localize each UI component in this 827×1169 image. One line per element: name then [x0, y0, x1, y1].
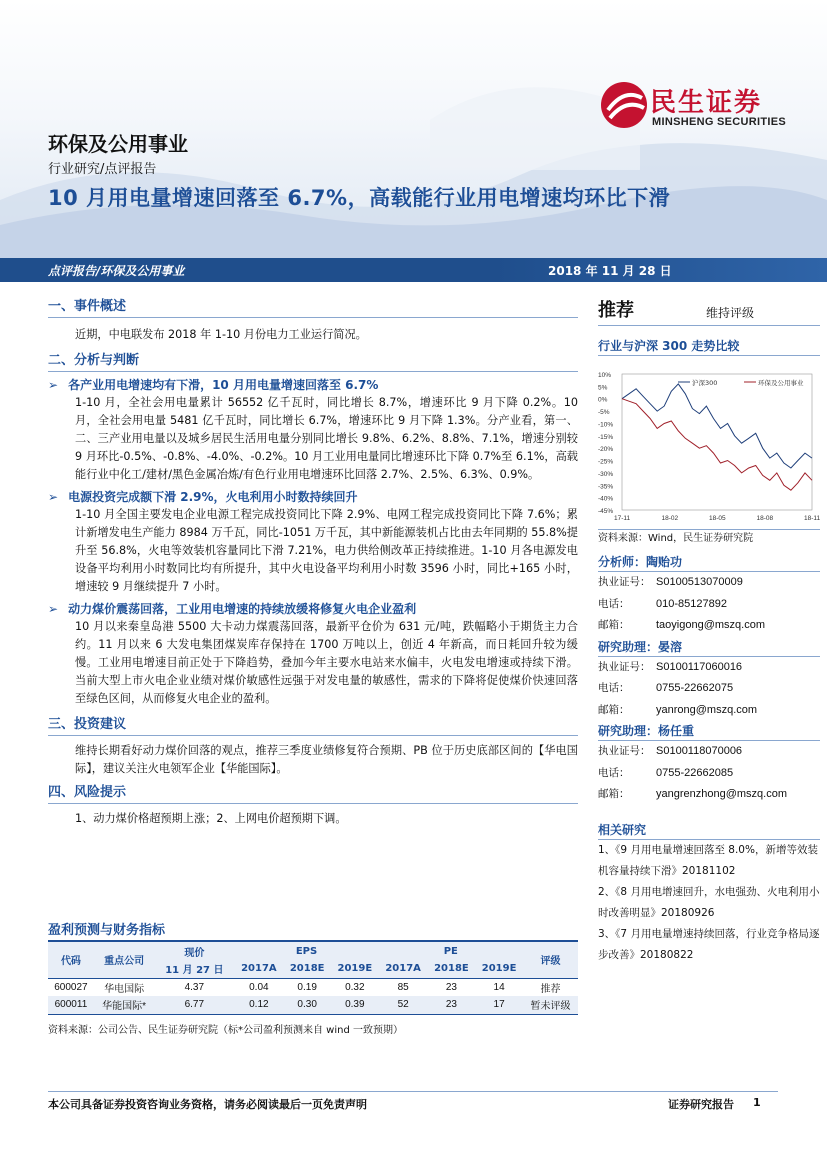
assistant1-contact	[598, 657, 820, 722]
th-code: 代码	[48, 942, 94, 978]
contact-value: 0755-22662085	[656, 766, 734, 779]
footer-page-number: 1	[753, 1096, 761, 1109]
y-tick-label: 5%	[598, 384, 608, 392]
bullet-title-1	[48, 376, 578, 394]
th-pe: PE	[379, 942, 523, 960]
th-eps: EPS	[234, 942, 378, 960]
assistant2-title: 研究助理：杨任重	[598, 721, 820, 741]
th-date: 11 月 27 日	[154, 960, 234, 978]
x-tick-label: 18-02	[661, 515, 679, 522]
y-tick-label: -30%	[598, 470, 614, 478]
th-year: 2018E	[428, 960, 476, 978]
y-tick-label: -35%	[598, 483, 614, 491]
contact-label: 电话：	[598, 766, 630, 779]
th-year: 2019E	[475, 960, 523, 978]
chart-axes	[598, 372, 820, 522]
bullet-title-3-text: 动力煤价震荡回落，工业用电增速的持续放缓将修复火电企业盈利	[68, 602, 417, 616]
assistant1-title: 研究助理：晏溶	[598, 637, 820, 657]
contact-row	[598, 741, 820, 763]
related-item[interactable]: 2、《8 月用电增速回升，水电强劲、火电利用小时改善明显》20180926	[598, 885, 820, 919]
rating-box	[598, 296, 820, 326]
contact-value: S0100117060016	[656, 660, 743, 673]
subbar	[0, 258, 827, 282]
contact-row	[598, 594, 820, 616]
bullet-title-3	[48, 600, 578, 618]
bullet-title-1-text: 各产业用电增速均有下滑，10 月用电量增速回落至 6.7%	[68, 378, 379, 392]
y-tick-label: -40%	[598, 495, 614, 503]
y-tick-label: 10%	[598, 372, 612, 379]
main-content	[48, 296, 578, 828]
analyst-title: 分析师：陶贻功	[598, 552, 820, 572]
contact-label: 电话：	[598, 682, 630, 694]
report-type: 行业研究/点评报告	[48, 162, 157, 177]
contact-row	[598, 572, 820, 594]
cell-pe19: 14	[493, 981, 505, 993]
related-item[interactable]: 3、《7 月用电量增速持续回落，行业竞争格局逐步改善》20180822	[598, 927, 820, 961]
series-line-1	[622, 399, 812, 491]
contact-value[interactable]: yangrenzhong@mszq.com	[656, 788, 788, 800]
y-tick-label: 0%	[598, 396, 608, 404]
logo-text-cn: 民生证券	[650, 88, 763, 118]
th-year: 2017A	[234, 960, 283, 978]
cell-pe19: 17	[493, 999, 505, 1011]
contact-label: 执业证号：	[598, 660, 651, 673]
cell-eps17: 0.04	[249, 981, 269, 993]
event-text: 近期，中电联发布 2018 年 1-10 月份电力工业运行简况。	[75, 328, 367, 341]
subbar-date: 2018 年 11 月 28 日	[548, 264, 672, 278]
cell-eps17: 0.12	[249, 999, 269, 1011]
bullet-title-2	[48, 488, 578, 506]
table-source: 资料来源：公司公告、民生证券研究院（标*公司盈利预测来自 wind 一致预期）	[48, 1024, 403, 1036]
contact-value[interactable]: yanrong@mszq.com	[656, 703, 758, 716]
x-tick-label: 17-11	[614, 515, 631, 522]
chart-title: 行业与沪深 300 走势比较	[598, 336, 820, 356]
contact-label: 执业证号：	[598, 745, 651, 757]
contact-label: 电话：	[598, 597, 630, 610]
cell-name: 华能国际*	[102, 1001, 147, 1013]
cell-eps19: 0.32	[345, 981, 365, 993]
contact-value: 0755-22662075	[656, 682, 734, 694]
y-tick-label: -15%	[598, 433, 614, 441]
bullet-text-2: 1-10 月全国主要发电企业电源工程完成投资同比下降 2.9%、电网工程完成投资同比下降 7.6%；累计新增发电生产能力 8984 万千瓦，同比-1051 万千瓦，其中新能源装机占比由去年同期的 55.8%提升至 56.8%，火电等效装机容量同比下滑 7.21%，电力供给侧改革正持续推进。1-10 月各电源发电设备平均利用小时数同比均有所提升，其中火电设备平均利用小时数 3596 小时，同比+165 小时，增速较 9 月继续提升 7 小时。	[75, 508, 578, 593]
related-item[interactable]: 1、《9 月用电量增速回落至 8.0%，新增等效装机容量持续下滑》20181102	[598, 843, 818, 877]
contact-value: 010-85127892	[656, 597, 727, 610]
legend-label: 沪深300	[692, 379, 718, 387]
rating-value: 推荐	[598, 300, 634, 321]
contact-row	[598, 678, 820, 700]
related-title: 相关研究	[598, 820, 820, 840]
cell-name: 华电国际	[104, 983, 145, 995]
arrow-icon: ➢	[48, 378, 59, 392]
bullet-text-1: 1-10 月，全社会用电量累计 56552 亿千瓦时，同比增长 8.7%，增速环比 9 月下降 0.2%。10 月，全社会用电量 5481 亿千瓦时，同比增长 6.7%，增速环比 9 月下降 1.3%。分产业看，第一、二、三产业用电量以及城乡居民生活用电量分别同比增长 9.8%、6.2%、8.8%、7.1%，增速分别较 9 月环比-0.5%、-0.8%、-4.0%、-0.2%。10 月工业用电量同比增速环比下降 0.7%至 6.1%，高载能行业中化工/建材/黑色金属冶炼/有色行业用电增速环比回落 2.7%、2.5%、6.3%、0.9%。	[75, 396, 578, 481]
th-year: 2017A	[379, 960, 428, 978]
contact-value: S0100118070006	[656, 745, 743, 757]
cell-price: 6.77	[184, 999, 205, 1011]
x-tick-label: 18-08	[756, 515, 774, 522]
analyst-contact	[598, 572, 820, 637]
table-row	[48, 996, 578, 1014]
main-headline: 10 月用电量增速回落至 6.7%，高载能行业用电增速均环比下滑	[48, 186, 671, 210]
cell-pe18: 23	[445, 981, 457, 993]
rating-sub: 维持评级	[706, 306, 755, 320]
chart-legend	[678, 378, 804, 387]
cell-price: 4.37	[184, 981, 205, 993]
risk-text: 1、动力煤价格超预期上涨；2、上网电价超预期下调。	[75, 812, 347, 825]
cell-code: 600011	[54, 999, 88, 1011]
logo-text-en: MINSHENG SECURITIES	[652, 116, 787, 128]
y-tick-label: -10%	[598, 421, 614, 429]
forecast-table-section	[48, 920, 578, 1036]
contact-label: 邮箱：	[598, 703, 630, 716]
contact-row	[598, 784, 820, 806]
contact-value: S0100513070009	[656, 576, 743, 588]
x-tick-label: 18-05	[709, 515, 726, 522]
chart-frame	[622, 374, 812, 510]
legend-label: 环保及公用事业	[758, 379, 804, 387]
cell-rating: 推荐	[540, 983, 561, 995]
subbar-category: 点评报告/环保及公用事业	[48, 264, 185, 278]
trend-chart	[598, 362, 820, 527]
bullet-text-3: 10 月以来秦皇岛港 5500 大卡动力煤震荡回落，最新平仓价为 631 元/吨，跌幅略小于期货主力合约。11 月以来 6 大发电集团煤炭库存保持在 1700 万吨以上，创近 4 年新高，而日耗回升较为缓慢。工业用电增速目前正处于下降趋势，叠加今年主要水电站来水偏丰，火电发电增速或持续下滑。当前大型上市火电企业业绩对煤价敏感性远强于对发电量的敏感性，需求的下降将促使煤价快速回落至绿色区间，从而修复火电企业的盈利。	[75, 620, 578, 705]
y-tick-label: -25%	[598, 458, 614, 466]
contact-row	[598, 700, 820, 722]
contact-label: 邮箱：	[598, 788, 630, 800]
cell-pe17: 52	[397, 999, 409, 1011]
th-rating: 评级	[523, 942, 578, 978]
cell-pe18: 23	[445, 999, 457, 1011]
cell-eps19: 0.39	[345, 999, 365, 1011]
cell-rating: 暂未评级	[530, 1001, 571, 1013]
th-company: 重点公司	[94, 942, 154, 978]
contact-row	[598, 763, 820, 785]
table-row	[48, 978, 578, 996]
section-title-risk: 四、风险提示	[48, 782, 578, 804]
contact-label: 执业证号：	[598, 576, 651, 588]
series-line-0	[622, 384, 812, 468]
arrow-icon: ➢	[48, 490, 59, 504]
chart-lines	[622, 384, 812, 490]
x-tick-label: 18-11	[804, 515, 820, 522]
y-tick-label: -45%	[598, 508, 614, 515]
industry-title: 环保及公用事业	[48, 132, 188, 156]
th-price: 现价	[154, 942, 234, 960]
footer-report-label: 证券研究报告	[668, 1098, 734, 1111]
forecast-table	[48, 942, 578, 1015]
y-tick-label: -20%	[598, 446, 614, 454]
section-title-investment: 三、投资建议	[48, 714, 578, 736]
contact-row	[598, 615, 820, 637]
th-year: 2019E	[331, 960, 379, 978]
y-tick-label: -5%	[598, 409, 610, 417]
cell-eps18: 0.30	[297, 999, 317, 1011]
sidebar	[598, 296, 820, 966]
contact-label: 邮箱：	[598, 619, 630, 631]
contact-value[interactable]: taoyigong@mszq.com	[656, 619, 765, 631]
section-title-analysis: 二、分析与判断	[48, 350, 578, 372]
contact-row	[598, 657, 820, 679]
table-title: 盈利预测与财务指标	[48, 920, 578, 942]
arrow-icon: ➢	[48, 602, 59, 616]
footer	[48, 1091, 778, 1112]
bullet-title-2-text: 电源投资完成额下滑 2.9%，火电利用小时数持续回升	[68, 490, 358, 504]
chart-source: 资料来源：Wind，民生证券研究院	[598, 529, 820, 548]
cell-eps18: 0.19	[297, 981, 317, 993]
footer-disclaimer: 本公司具备证券投资咨询业务资格，请务必阅读最后一页免责声明	[48, 1098, 367, 1111]
cell-code: 600027	[54, 981, 88, 993]
section-title-event: 一、事件概述	[48, 296, 578, 318]
investment-text: 维持长期看好动力煤价回落的观点，推荐三季度业绩修复符合预期、PB 位于历史底部区间的【华电国际】，建议关注火电领军企业【华能国际】。	[75, 744, 578, 775]
assistant2-contact	[598, 741, 820, 806]
cell-pe17: 85	[397, 981, 409, 993]
th-year: 2018E	[283, 960, 331, 978]
